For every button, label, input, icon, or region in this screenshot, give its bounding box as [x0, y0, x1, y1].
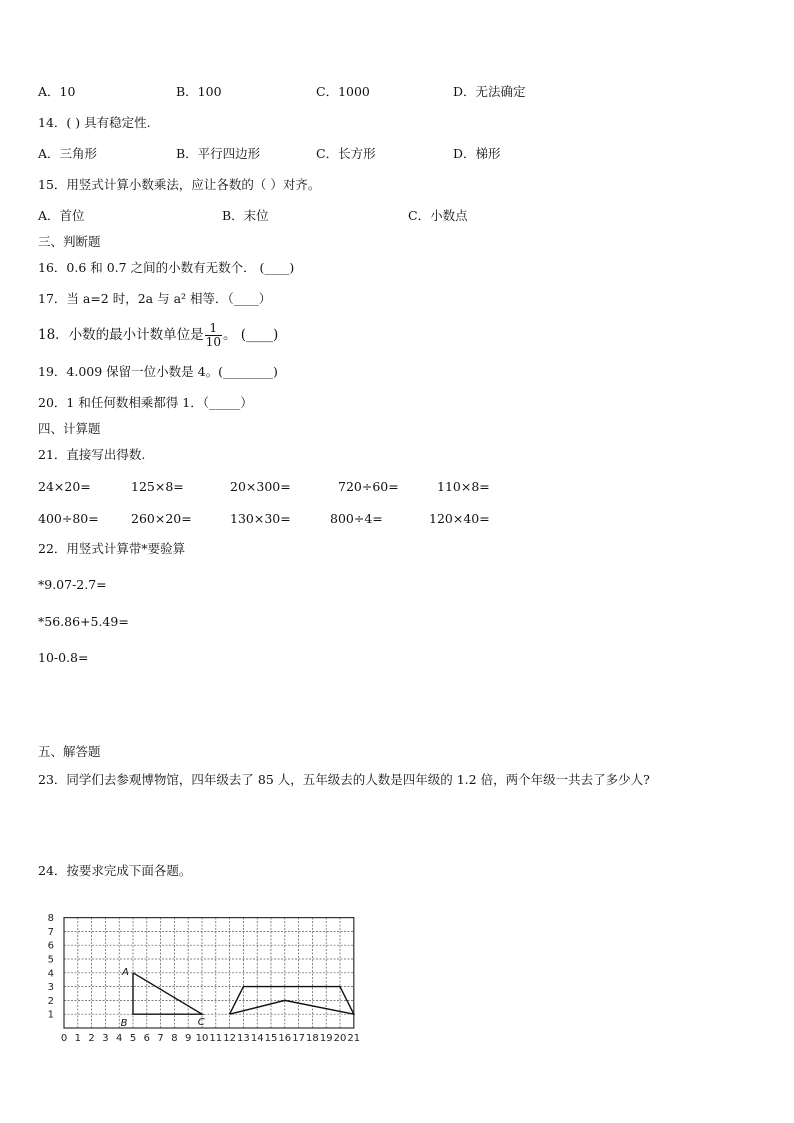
q21-row1-item-2: 125×8= [131, 479, 184, 494]
q14-option-d: D．梯形 [453, 146, 501, 161]
q22-item-2: *56.86+5.49= [38, 614, 129, 629]
x-tick-label: 21 [347, 1033, 361, 1044]
y-tick-label: 4 [47, 968, 54, 980]
q13-option-d: D．无法确定 [453, 84, 526, 99]
x-tick-label: 18 [306, 1033, 319, 1044]
x-tick-label: 0 [60, 1033, 68, 1044]
x-tick-label: 13 [237, 1033, 250, 1044]
x-tick-label: 17 [292, 1033, 305, 1044]
q14-stem: 14．( ) 具有稳定性. [38, 115, 151, 130]
y-tick-label: 6 [47, 940, 54, 952]
q21-row2-item-3: 130×30= [230, 511, 291, 526]
x-tick-label: 14 [250, 1033, 264, 1044]
q14-option-c: C．长方形 [316, 146, 376, 161]
q24-stem: 24．按要求完成下面各题。 [38, 863, 192, 878]
x-tick-label: 20 [333, 1033, 347, 1044]
q15-stem: 15．用竖式计算小数乘法，应让各数的（ ）对齐。 [38, 177, 321, 192]
q21-row2-item-4: 800÷4= [330, 511, 383, 526]
q18-text-before: 18．小数的最小计数单位是 [38, 327, 204, 343]
x-tick-label: 15 [264, 1033, 278, 1044]
q18-fraction-denominator: 10 [205, 335, 221, 349]
q20: 20．1 和任何数相乘都得 1．（_____） [38, 395, 253, 410]
section-5-heading: 五、解答题 [38, 744, 101, 759]
x-tick-label: 5 [129, 1033, 137, 1044]
y-tick-label: 2 [47, 995, 54, 1007]
q21-row1-item-1: 24×20= [38, 479, 91, 494]
q21-row1-item-4: 720÷60= [338, 479, 399, 494]
q21-row2-item-5: 120×40= [429, 511, 490, 526]
q21-row1-item-5: 110×8= [437, 479, 490, 494]
q17: 17．当 a=2 时，2a 与 a² 相等．（____） [38, 291, 272, 306]
x-tick-label: 10 [195, 1033, 209, 1044]
q15-option-b: B．末位 [222, 208, 269, 223]
y-tick-label: 7 [47, 926, 54, 938]
q18-fraction [205, 322, 222, 349]
x-tick-label: 11 [209, 1033, 223, 1044]
x-tick-label: 6 [143, 1033, 150, 1044]
y-tick-label: 3 [47, 982, 54, 994]
point-label: C [197, 1017, 205, 1029]
section-4-heading: 四、计算题 [38, 421, 101, 436]
y-tick-label: 5 [47, 954, 54, 966]
y-tick-label: 1 [47, 1009, 54, 1021]
q13-option-b: B．100 [176, 84, 222, 99]
q16: 16．0.6 和 0.7 之间的小数有无数个． (____) [38, 260, 295, 275]
x-tick-label: 4 [116, 1033, 123, 1044]
q21-row2-item-2: 260×20= [131, 511, 192, 526]
q18-fraction-numerator: 1 [205, 322, 222, 336]
q22-stem: 22．用竖式计算带*要验算 [38, 541, 186, 556]
q22-item-1: *9.07-2.7= [38, 577, 107, 592]
q15-option-c: C．小数点 [408, 208, 468, 223]
q24-grid-figure [40, 894, 380, 1049]
q13-option-a: A．10 [38, 84, 76, 99]
x-tick-label: 16 [278, 1033, 292, 1044]
x-tick-label: 8 [171, 1033, 178, 1044]
section-3-heading: 三、判断题 [38, 234, 101, 249]
point-label: A [122, 966, 129, 978]
q24-grid-svg [40, 894, 380, 1049]
q23: 23．同学们去参观博物馆，四年级去了 85 人，五年级去的人数是四年级的 1.2 倍，两个年级一共去了多少人? [38, 772, 650, 787]
q14-option-a: A．三角形 [38, 146, 98, 161]
x-tick-label: 9 [185, 1033, 192, 1044]
q13-option-c: C．1000 [316, 84, 370, 99]
x-tick-label: 3 [102, 1033, 109, 1044]
q21-row2-item-1: 400÷80= [38, 511, 99, 526]
x-tick-label: 7 [157, 1033, 164, 1044]
q15-option-a: A．首位 [38, 208, 85, 223]
x-tick-label: 19 [319, 1033, 333, 1044]
q18-text-after: 。 (____) [222, 327, 279, 343]
x-tick-label: 12 [223, 1033, 236, 1044]
point-label: B [120, 1018, 128, 1030]
x-tick-label: 1 [74, 1033, 81, 1044]
triangle-abc [133, 973, 202, 1014]
q22-item-3: 10-0.8= [38, 650, 89, 665]
q19: 19．4.009 保留一位小数是 4。(________) [38, 364, 278, 379]
q14-option-b: B．平行四边形 [176, 146, 261, 161]
q21-row1-item-3: 20×300= [230, 479, 291, 494]
x-tick-label: 2 [88, 1033, 95, 1044]
q21-stem: 21．直接写出得数. [38, 447, 146, 462]
q18 [38, 320, 278, 350]
y-tick-label: 8 [47, 913, 54, 925]
